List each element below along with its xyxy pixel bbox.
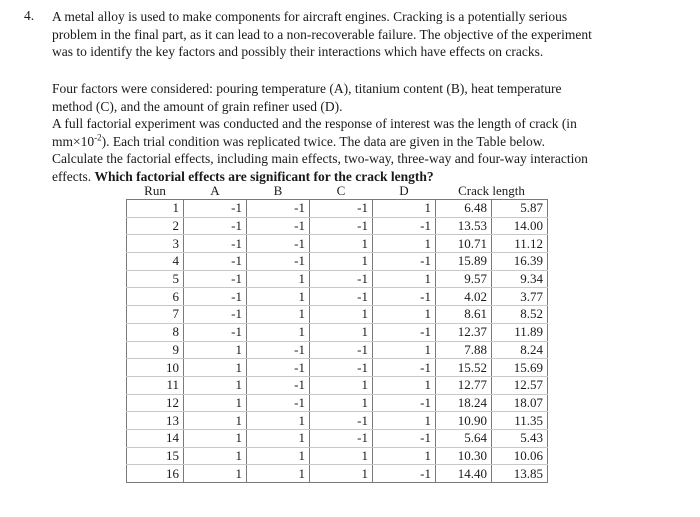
factor-a-cell: -1 [184, 253, 247, 271]
factor-a-cell: -1 [184, 288, 247, 306]
task-line: ). Each trial condition was replicated twice. The data are given in the Table below. [101, 133, 546, 149]
table-row [127, 429, 548, 447]
factor-b-cell: 1 [247, 306, 310, 324]
crack-length-rep1-cell: 12.37 [436, 323, 492, 341]
crack-length-rep2-cell: 11.35 [492, 412, 548, 430]
factor-c-cell: 1 [310, 465, 373, 483]
factor-b-cell: 1 [247, 412, 310, 430]
run-cell: 2 [127, 217, 184, 235]
run-cell: 13 [127, 412, 184, 430]
run-cell: 11 [127, 376, 184, 394]
crack-length-rep1-cell: 18.24 [436, 394, 492, 412]
header-factor-a: A [210, 182, 220, 198]
factor-c-cell: -1 [310, 341, 373, 359]
factor-c-cell: -1 [310, 217, 373, 235]
factor-a-cell: 1 [184, 341, 247, 359]
factor-a-cell: -1 [184, 217, 247, 235]
crack-length-rep1-cell: 6.48 [436, 200, 492, 218]
factor-c-cell: 1 [310, 376, 373, 394]
task-paragraph [52, 115, 652, 185]
question-number: 4. [24, 8, 35, 23]
intro-line: was to identify the key factors and possibly their interactions which have effects on cracks. [52, 44, 544, 60]
crack-length-rep1-cell: 10.30 [436, 447, 492, 465]
factor-b-cell: 1 [247, 323, 310, 341]
factors-line: Four factors were considered: pouring temperature (A), titanium content (B), heat temperature [52, 81, 562, 96]
factor-b-cell: 1 [247, 288, 310, 306]
crack-length-rep1-cell: 13.53 [436, 217, 492, 235]
table-row [127, 306, 548, 324]
header-factor-d: D [399, 182, 409, 198]
experiment-data-table [126, 182, 548, 483]
table-row [127, 270, 548, 288]
crack-length-rep2-cell: 15.69 [492, 359, 548, 377]
factor-b-cell: -1 [247, 376, 310, 394]
table-row [127, 200, 548, 218]
factor-d-cell: -1 [373, 253, 436, 271]
intro-line: A metal alloy is used to make components for aircraft engines. Cracking is a potentially serious [52, 9, 568, 24]
factor-b-cell: 1 [247, 465, 310, 483]
factor-a-cell: -1 [184, 306, 247, 324]
factor-b-cell: -1 [247, 200, 310, 218]
intro-line: problem in the final part, as it can lead to a non-recoverable failure. The objective of the experiment [52, 26, 592, 42]
table-row [127, 412, 548, 430]
factor-c-cell: -1 [310, 359, 373, 377]
crack-length-rep2-cell: 3.77 [492, 288, 548, 306]
crack-length-rep1-cell: 15.89 [436, 253, 492, 271]
crack-length-rep1-cell: 5.64 [436, 429, 492, 447]
crack-length-rep1-cell: 7.88 [436, 341, 492, 359]
factor-b-cell: -1 [247, 217, 310, 235]
run-cell: 7 [127, 306, 184, 324]
table-row [127, 447, 548, 465]
factor-b-cell: 1 [247, 429, 310, 447]
factor-d-cell: -1 [373, 429, 436, 447]
table-row [127, 288, 548, 306]
factor-d-cell: -1 [373, 465, 436, 483]
table-row [127, 217, 548, 235]
factor-a-cell: -1 [184, 323, 247, 341]
factor-a-cell: 1 [184, 394, 247, 412]
crack-length-rep1-cell: 14.40 [436, 465, 492, 483]
factor-d-cell: -1 [373, 288, 436, 306]
crack-length-rep2-cell: 9.34 [492, 270, 548, 288]
factor-d-cell: -1 [373, 217, 436, 235]
factor-d-cell: -1 [373, 359, 436, 377]
factor-a-cell: 1 [184, 376, 247, 394]
factor-d-cell: 1 [373, 235, 436, 253]
factor-a-cell: -1 [184, 200, 247, 218]
factor-b-cell: -1 [247, 253, 310, 271]
header-crack-length: Crack length [458, 182, 525, 198]
run-cell: 1 [127, 200, 184, 218]
crack-length-rep1-cell: 10.71 [436, 235, 492, 253]
run-cell: 3 [127, 235, 184, 253]
crack-length-rep1-cell: 9.57 [436, 270, 492, 288]
table-row [127, 359, 548, 377]
task-line-unit: mm×10 [52, 133, 95, 149]
crack-length-rep1-cell: 12.77 [436, 376, 492, 394]
factor-a-cell: 1 [184, 359, 247, 377]
task-line: A full factorial experiment was conducted and the response of interest was the length of crack (in [52, 116, 577, 131]
factor-d-cell: 1 [373, 376, 436, 394]
run-cell: 6 [127, 288, 184, 306]
crack-length-rep1-cell: 10.90 [436, 412, 492, 430]
table-header-row [127, 182, 548, 200]
problem-intro-paragraph [52, 8, 652, 61]
factor-c-cell: -1 [310, 412, 373, 430]
factor-b-cell: -1 [247, 394, 310, 412]
factor-d-cell: 1 [373, 200, 436, 218]
factor-a-cell: 1 [184, 447, 247, 465]
factor-b-cell: 1 [247, 270, 310, 288]
factor-a-cell: -1 [184, 235, 247, 253]
crack-length-rep2-cell: 11.12 [492, 235, 548, 253]
unit-exponent: -2 [94, 132, 102, 143]
factor-a-cell: 1 [184, 429, 247, 447]
header-factor-b: B [273, 182, 283, 198]
factor-d-cell: -1 [373, 323, 436, 341]
table-row [127, 235, 548, 253]
factor-c-cell: 1 [310, 323, 373, 341]
factor-a-cell: 1 [184, 465, 247, 483]
factor-c-cell: -1 [310, 288, 373, 306]
factor-b-cell: -1 [247, 235, 310, 253]
run-cell: 4 [127, 253, 184, 271]
run-cell: 8 [127, 323, 184, 341]
factor-a-cell: 1 [184, 412, 247, 430]
key-question: Which factorial effects are significant for the crack length? [94, 168, 434, 184]
factor-c-cell: 1 [310, 253, 373, 271]
table-body [127, 200, 548, 483]
factors-paragraph [52, 80, 652, 115]
table-row [127, 253, 548, 271]
run-cell: 5 [127, 270, 184, 288]
crack-length-rep2-cell: 8.52 [492, 306, 548, 324]
table-row [127, 376, 548, 394]
run-cell: 15 [127, 447, 184, 465]
task-line: Calculate the factorial effects, including main effects, two-way, three-way and four-way interaction [52, 151, 588, 167]
crack-length-rep2-cell: 16.39 [492, 253, 548, 271]
crack-length-rep2-cell: 14.00 [492, 217, 548, 235]
crack-length-rep2-cell: 12.57 [492, 376, 548, 394]
factor-c-cell: 1 [310, 235, 373, 253]
crack-length-rep2-cell: 5.87 [492, 200, 548, 218]
factor-c-cell: -1 [310, 270, 373, 288]
crack-length-rep2-cell: 13.85 [492, 465, 548, 483]
crack-length-rep1-cell: 15.52 [436, 359, 492, 377]
factors-line: method (C), and the amount of grain refiner used (D). [52, 98, 343, 114]
factor-c-cell: 1 [310, 394, 373, 412]
factor-a-cell: -1 [184, 270, 247, 288]
factor-d-cell: 1 [373, 447, 436, 465]
table-row [127, 323, 548, 341]
factor-d-cell: 1 [373, 306, 436, 324]
crack-length-rep2-cell: 5.43 [492, 429, 548, 447]
factor-c-cell: -1 [310, 429, 373, 447]
factor-d-cell: -1 [373, 394, 436, 412]
factor-c-cell: -1 [310, 200, 373, 218]
header-factor-c: C [336, 182, 346, 198]
table-row [127, 341, 548, 359]
task-line: effects. [52, 168, 95, 184]
factor-d-cell: 1 [373, 341, 436, 359]
crack-length-rep1-cell: 8.61 [436, 306, 492, 324]
factor-d-cell: 1 [373, 270, 436, 288]
table-row [127, 465, 548, 483]
factor-d-cell: 1 [373, 412, 436, 430]
table-row [127, 394, 548, 412]
factor-b-cell: 1 [247, 447, 310, 465]
crack-length-rep1-cell: 4.02 [436, 288, 492, 306]
factor-c-cell: 1 [310, 306, 373, 324]
run-cell: 14 [127, 429, 184, 447]
run-cell: 10 [127, 359, 184, 377]
crack-length-rep2-cell: 8.24 [492, 341, 548, 359]
crack-length-rep2-cell: 10.06 [492, 447, 548, 465]
crack-length-rep2-cell: 11.89 [492, 323, 548, 341]
crack-length-rep2-cell: 18.07 [492, 394, 548, 412]
factor-c-cell: 1 [310, 447, 373, 465]
run-cell: 12 [127, 394, 184, 412]
run-cell: 9 [127, 341, 184, 359]
factor-b-cell: -1 [247, 359, 310, 377]
header-run: Run [144, 182, 166, 198]
run-cell: 16 [127, 465, 184, 483]
factor-b-cell: -1 [247, 341, 310, 359]
